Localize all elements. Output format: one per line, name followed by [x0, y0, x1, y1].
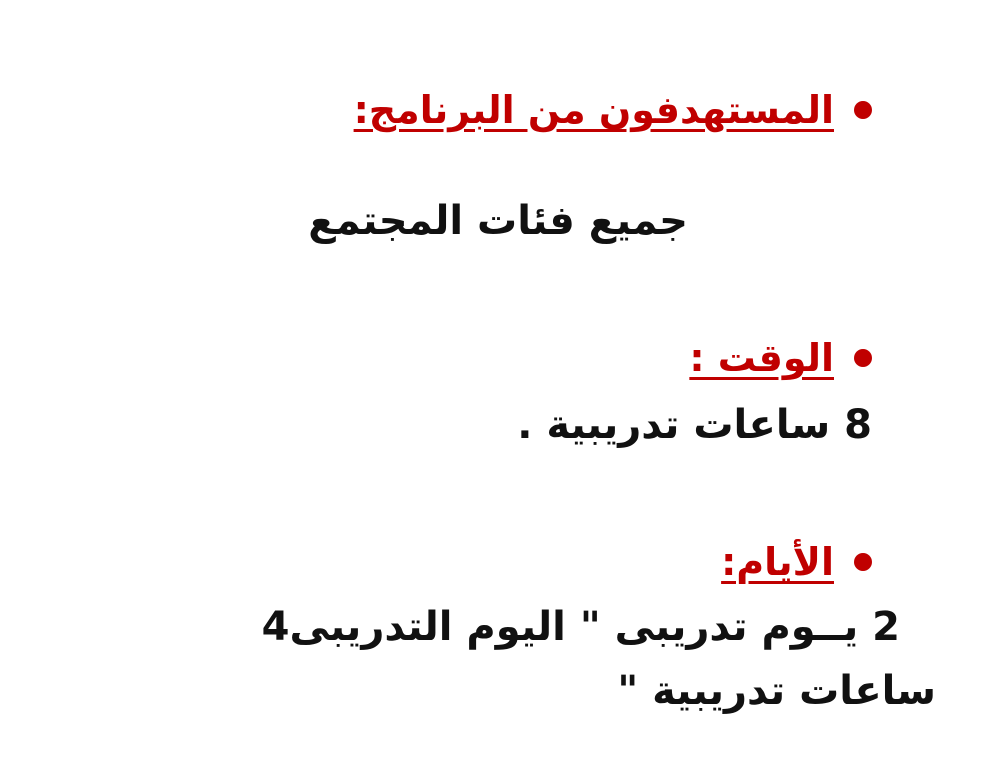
bullet-icon	[854, 553, 872, 571]
days-text-line-2: ساعات تدريبية "	[617, 668, 936, 714]
heading-text: المستهدفون من البرنامج:	[353, 88, 834, 132]
bullet-icon	[854, 101, 872, 119]
section-heading-time	[689, 336, 872, 380]
target-audience-text: جميع فئات المجتمع	[308, 198, 688, 244]
heading-text: الأيام:	[721, 540, 834, 584]
time-text: 8 ساعات تدريبية .	[517, 402, 872, 448]
section-heading-days	[721, 540, 872, 584]
bullet-icon	[854, 349, 872, 367]
days-text-line-1: 2 يــوم تدريبى " اليوم التدريبى4	[261, 604, 900, 650]
section-heading-target-audience	[354, 88, 872, 132]
heading-text: الوقت :	[689, 336, 834, 380]
